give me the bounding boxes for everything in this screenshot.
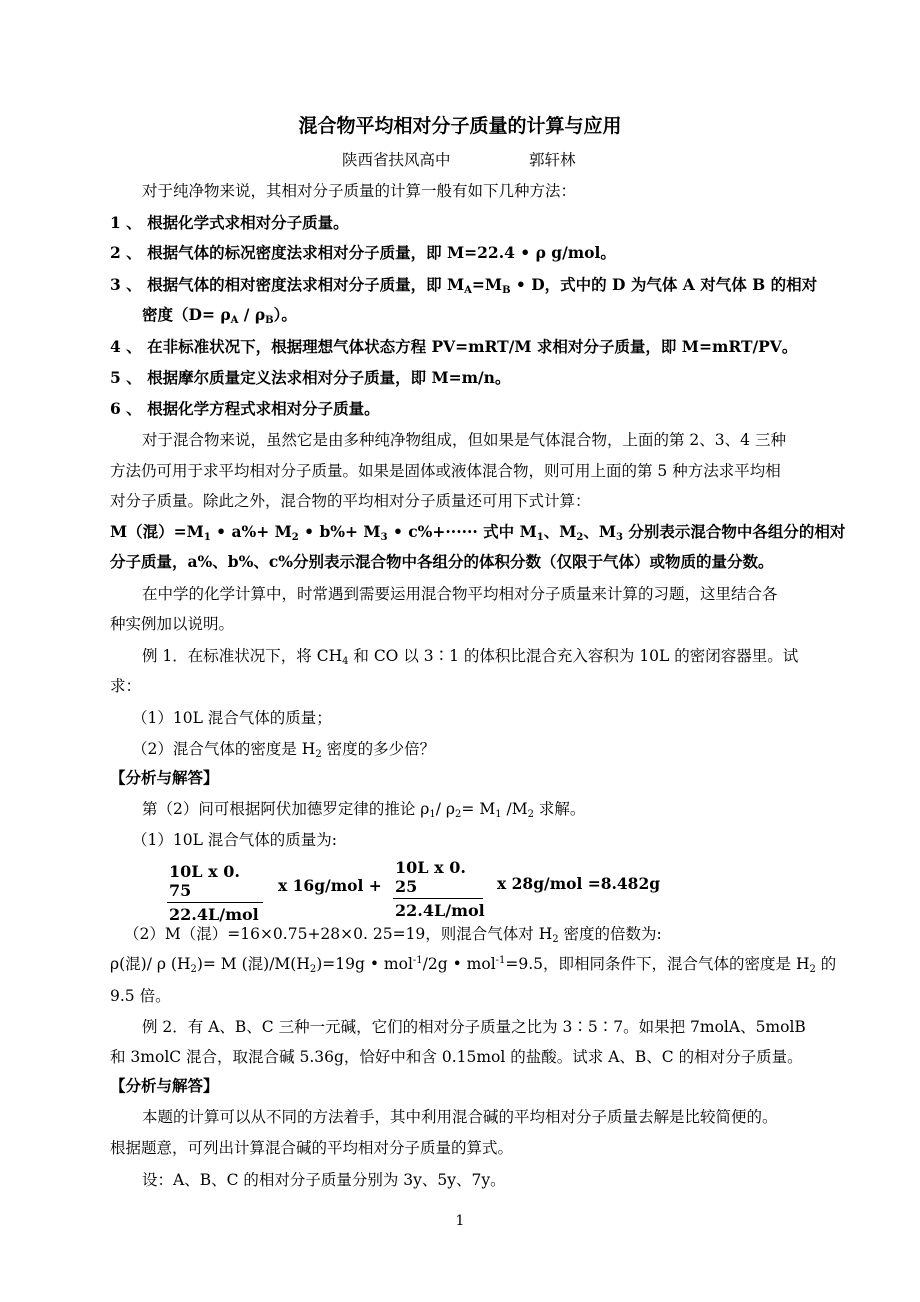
fraction-2-numerator: 10L x 0. 25 (393, 858, 483, 899)
mix-formula: M（混）$=M_1$ • $a\%+ M_2$ • $b\%+ M_3$ • c%+······ 式中 $M_1$、$M_2$、$M_3$ 分别表示混合物中各组分的相对 (110, 522, 846, 543)
mix-paragraph-3: 对分子质量。除此之外，混合物的平均相对分子质量还可用下式计算： (110, 492, 591, 510)
method-4: 4 、 在非标准状况下，根据理想气体状态方程 PV=mRT/M 求相对分子质量，即 M=mRT/PV。 (110, 337, 798, 356)
author-name: 郭轩林 (529, 151, 576, 169)
example-1-analysis: 第（2）问可根据阿伏加德罗定律的推论 $\rho_1/$ $\rho_2= M_1$ $/M_2$ 求解。 (142, 800, 586, 820)
example-1-answer-1: （1）10L 混合气体的质量为: (132, 831, 338, 849)
page-title: 混合物平均相对分子质量的计算与应用 (298, 115, 622, 137)
mix-paragraph-6: 种实例加以说明。 (110, 615, 235, 633)
analysis-heading-1: 【分析与解答】 (110, 768, 219, 787)
method-2: 2 、 根据气体的标况密度法求相对分子质量，即 M=22.4 • ρ g/mol。 (110, 243, 616, 262)
term-2: x 28g/mol =8.482g (497, 874, 661, 893)
example-2-analysis-2: 根据题意，可列出计算混合碱的平均相对分子质量的算式。 (110, 1139, 514, 1157)
fraction-2-denominator: 22.4L/mol (395, 901, 485, 920)
term-1: x 16g/mol + (278, 876, 382, 895)
example-1-answer-4: 9.5 倍。 (110, 987, 171, 1005)
example-2-question: 例 2．有 A、B、C 三种一元碱，它们的相对分子质量之比为 3∶5∶7。如果把 7molA、5molB (142, 1018, 806, 1036)
example-2-question-cont: 和 3molC 混合，取混合碱 5.36g，恰好中和含 0.15mol 的盐酸。试求 A、B、C 的相对分子质量。 (110, 1048, 803, 1066)
intro-paragraph: 对于纯净物来说，其相对分子质量的计算一般有如下几种方法： (142, 182, 577, 200)
method-5: 5 、 根据摩尔质量定义法求相对分子质量，即 M=m/n。 (110, 368, 511, 387)
example-1-answer-3: ρ(混)/ ρ $(H_2)= M$ (混)$/M(H_2)=19g$ • mol$^{-1}$/2g • mol$^{-1}$=9.5，即相同条件下，混合气体的密度是 $H_2$ 的 (110, 955, 837, 975)
example-1-answer-2: （2）M（混）=16×0.75+28×0. 25=19，则混合气体对 $H_2$ 密度的倍数为: (124, 925, 662, 945)
method-6: 6 、 根据化学方程式求相对分子质量。 (110, 399, 380, 418)
method-3: 3 、 根据气体的相对密度法求相对分子质量，即 $M_A=M_B$ • D，式中的 D 为气体 A 对气体 B 的相对 (110, 275, 818, 296)
analysis-heading-2: 【分析与解答】 (110, 1076, 219, 1095)
method-3-cont: 密度$(D= \rho_A / \rho_B)$。 (142, 305, 297, 326)
example-1-part-1: （1）10L 混合气体的质量； (132, 709, 332, 727)
example-1-question-cont: 求： (110, 677, 142, 695)
example-2-analysis-1: 本题的计算可以从不同的方法着手，其中利用混合碱的平均相对分子质量去解是比较简便的。 (142, 1108, 778, 1126)
method-1: 1 、 根据化学式求相对分子质量。 (110, 213, 349, 232)
fraction-1 (167, 862, 263, 924)
mix-paragraph-5: 在中学的化学计算中，时常遇到需要运用混合物平均相对分子质量来计算的习题，这里结合各 (142, 585, 778, 603)
fraction-1-numerator: 10L x 0. 75 (167, 862, 263, 903)
fraction-2 (393, 858, 487, 920)
mix-paragraph-4: 分子质量，a%、b%、c%分别表示混合物中各组分的体积分数（仅限于气体）或物质的量分数。 (110, 552, 774, 571)
page-number: 1 (455, 1213, 465, 1229)
fraction-1-denominator: 22.4L/mol (169, 905, 259, 924)
mix-paragraph-1: 对于混合物来说，虽然它是由多种纯净物组成，但如果是气体混合物，上面的第 2、3、4 三种 (142, 431, 786, 449)
author-school: 陕西省扶风高中 (342, 151, 451, 169)
mix-paragraph-2: 方法仍可用于求平均相对分子质量。如果是固体或液体混合物，则可用上面的第 5 种方法求平均相 (110, 462, 781, 480)
example-2-analysis-3: 设：A、B、C 的相对分子质量分别为 3y、5y、7y。 (142, 1171, 506, 1189)
example-1-part-2: （2）混合气体的密度是 $H_2$ 密度的多少倍？ (132, 740, 436, 760)
example-1-question: 例 1．在标准状况下，将 $CH_4$ 和 CO 以 3∶1 的体积比混合充入容积为 10L 的密闭容器里。试 (142, 647, 799, 667)
